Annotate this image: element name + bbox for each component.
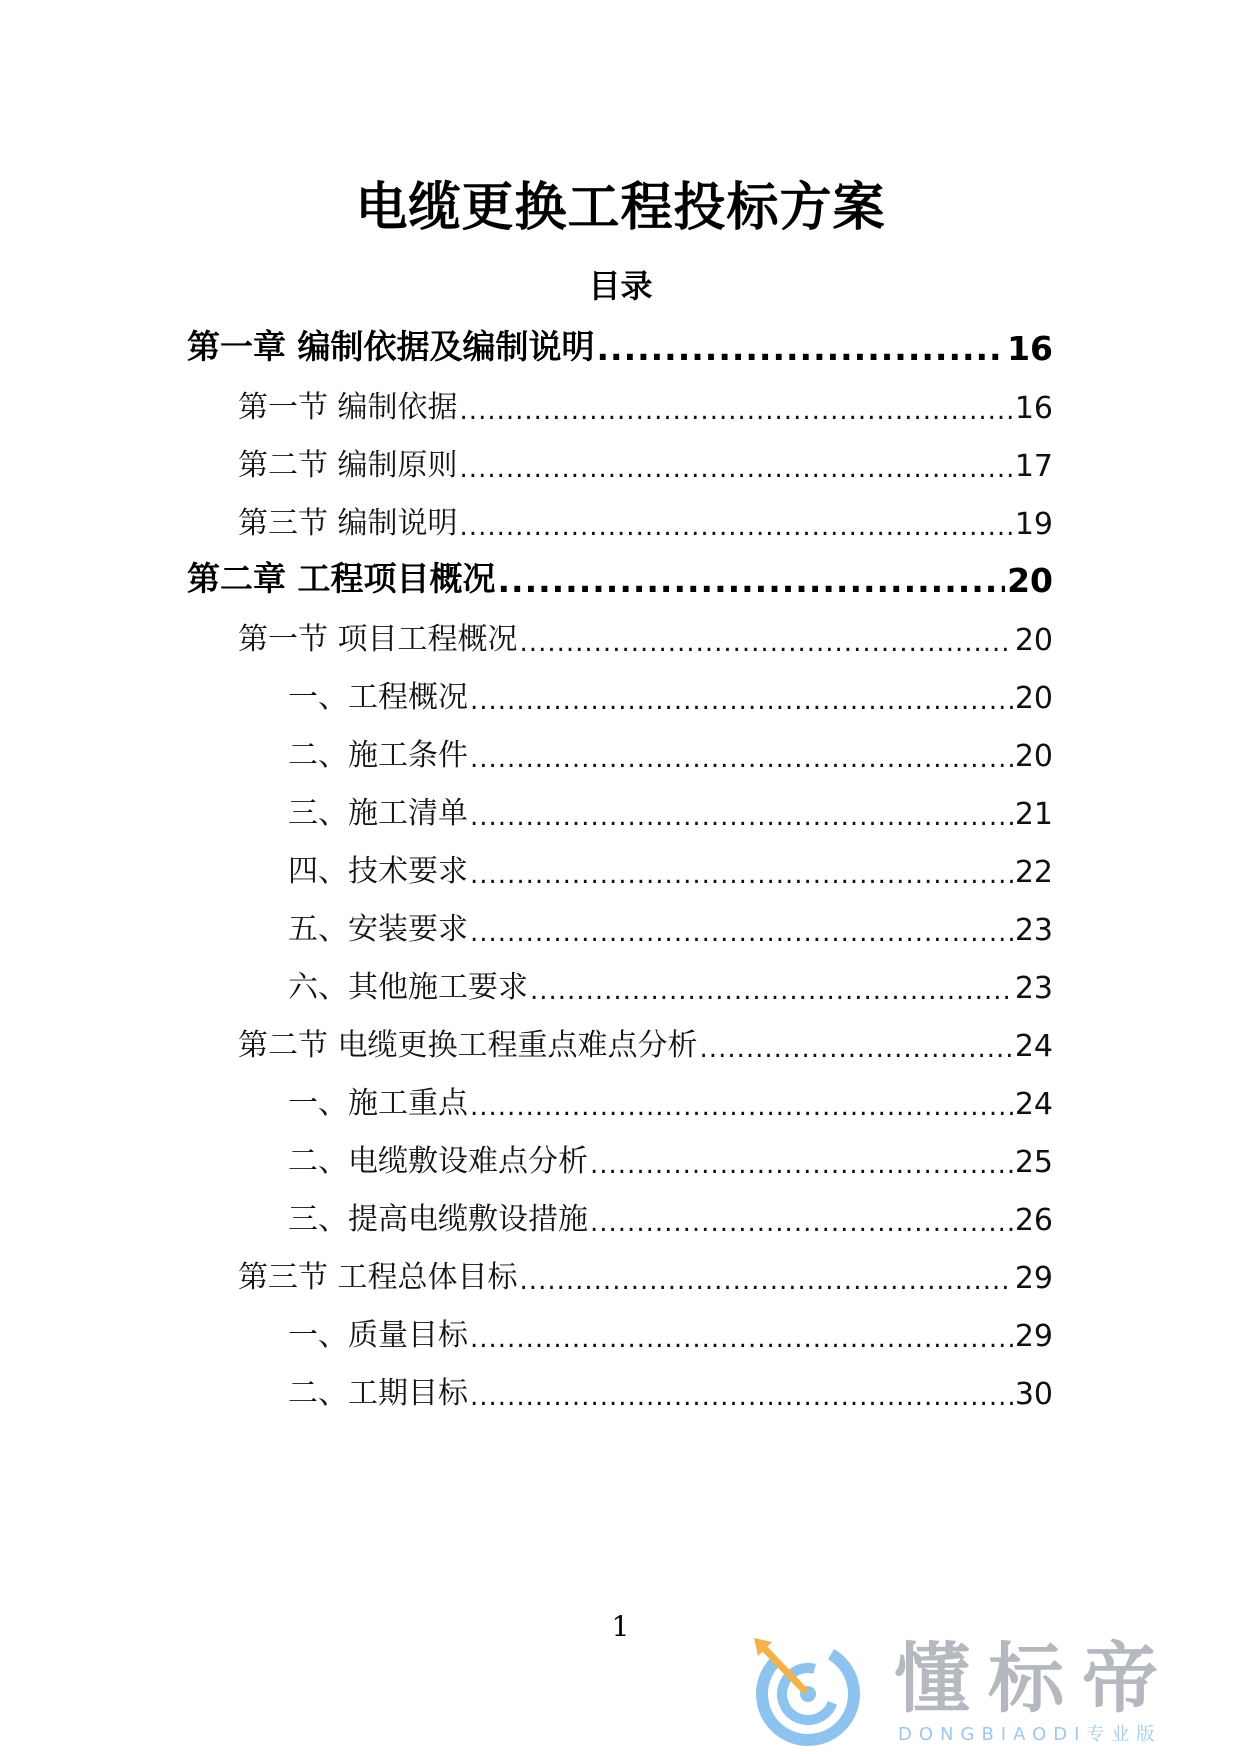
toc-entry-chapter[interactable] [187, 560, 1053, 600]
watermark [742, 1630, 1232, 1750]
toc-leader-dots [700, 1034, 1013, 1064]
toc-entry-label: 二、施工条件 [288, 738, 468, 773]
toc-entry-subsection[interactable] [288, 1140, 1053, 1180]
target-logo-icon [742, 1630, 872, 1750]
toc-entry-page: 19 [1014, 507, 1053, 542]
toc-entry-subsection[interactable] [288, 1198, 1053, 1238]
toc-entry-section[interactable] [238, 386, 1053, 426]
toc-leader-dots [470, 802, 1013, 832]
toc-leader-dots [460, 512, 1013, 542]
toc-entry-page: 23 [1014, 913, 1053, 948]
toc-entry-subsection[interactable] [288, 1082, 1053, 1122]
toc-entry-label: 五、安装要求 [288, 912, 468, 947]
toc-entry-label: 第三节 工程总体目标 [238, 1260, 518, 1295]
toc-heading: 目录 [588, 267, 653, 305]
toc-entry-label: 第一节 编制依据 [238, 390, 458, 425]
toc-entry-page: 20 [1014, 623, 1053, 658]
toc-leader-dots [470, 860, 1013, 890]
toc-entry-label: 第一章 编制依据及编制说明 [187, 327, 595, 366]
toc-leader-dots [597, 329, 1006, 368]
toc-entry-subsection[interactable] [288, 1314, 1053, 1354]
toc-entry-label: 一、工程概况 [288, 680, 468, 715]
toc-entry-label: 第三节 编制说明 [238, 506, 458, 541]
page-number: 1 [611, 1610, 630, 1643]
toc-entry-subsection[interactable] [288, 792, 1053, 832]
toc-entry-label: 三、施工清单 [288, 796, 468, 831]
toc-entry-page: 20 [1007, 561, 1053, 600]
toc-entry-section[interactable] [238, 618, 1053, 658]
document-title: 电缆更换工程投标方案 [355, 178, 886, 238]
toc-entry-label: 四、技术要求 [288, 854, 468, 889]
toc-leader-dots [520, 628, 1013, 658]
toc-entry-page: 24 [1014, 1029, 1053, 1064]
toc-entry-page: 16 [1014, 391, 1053, 426]
watermark-brand: 懂标帝 [894, 1634, 1176, 1723]
toc-entry-label: 二、电缆敷设难点分析 [288, 1144, 588, 1179]
toc-leader-dots [470, 1382, 1013, 1412]
toc-entry-label: 第二节 电缆更换工程重点难点分析 [238, 1028, 698, 1063]
watermark-subtitle: DONGBIAODI专业版 [898, 1724, 1162, 1745]
toc-leader-dots [470, 918, 1013, 948]
toc-entry-chapter[interactable] [187, 328, 1053, 368]
toc-leader-dots [590, 1150, 1013, 1180]
toc-entry-label: 二、工期目标 [288, 1376, 468, 1411]
toc-entry-label: 第二章 工程项目概况 [187, 559, 496, 598]
toc-entry-subsection[interactable] [288, 850, 1053, 890]
toc-entry-section[interactable] [238, 1024, 1053, 1064]
toc-entry-page: 30 [1014, 1377, 1053, 1412]
toc-entry-label: 三、提高电缆敷设措施 [288, 1202, 588, 1237]
toc-leader-dots [460, 396, 1013, 426]
toc-entry-section[interactable] [238, 502, 1053, 542]
toc-entry-label: 一、施工重点 [288, 1086, 468, 1121]
toc-entry-page: 20 [1014, 681, 1053, 716]
toc-entry-subsection[interactable] [288, 966, 1053, 1006]
toc-entry-label: 第二节 编制原则 [238, 448, 458, 483]
toc-leader-dots [470, 1324, 1013, 1354]
toc-entry-label: 一、质量目标 [288, 1318, 468, 1353]
toc-entry-subsection[interactable] [288, 734, 1053, 774]
toc-entry-subsection[interactable] [288, 908, 1053, 948]
toc-leader-dots [520, 1266, 1013, 1296]
toc-entry-page: 17 [1014, 449, 1053, 484]
toc-entry-page: 21 [1014, 797, 1053, 832]
toc-entry-page: 20 [1014, 739, 1053, 774]
toc-leader-dots [470, 1092, 1013, 1122]
toc-entry-label: 六、其他施工要求 [288, 970, 528, 1005]
toc-entry-page: 23 [1014, 971, 1053, 1006]
toc-leader-dots [460, 454, 1013, 484]
toc-entry-page: 25 [1014, 1145, 1053, 1180]
toc-entry-page: 16 [1007, 329, 1053, 368]
toc-entry-page: 24 [1014, 1087, 1053, 1122]
toc-entry-section[interactable] [238, 444, 1053, 484]
toc-entry-section[interactable] [238, 1256, 1053, 1296]
toc-entry-label: 第一节 项目工程概况 [238, 622, 518, 657]
toc-entry-subsection[interactable] [288, 676, 1053, 716]
toc-leader-dots [498, 561, 1006, 600]
toc-entry-subsection[interactable] [288, 1372, 1053, 1412]
toc-leader-dots [470, 744, 1013, 774]
toc-entry-page: 29 [1014, 1319, 1053, 1354]
toc-entry-page: 22 [1014, 855, 1053, 890]
toc-leader-dots [590, 1208, 1013, 1238]
toc-leader-dots [470, 686, 1013, 716]
toc-entry-page: 29 [1014, 1261, 1053, 1296]
toc-leader-dots [530, 976, 1013, 1006]
toc-entry-page: 26 [1014, 1203, 1053, 1238]
